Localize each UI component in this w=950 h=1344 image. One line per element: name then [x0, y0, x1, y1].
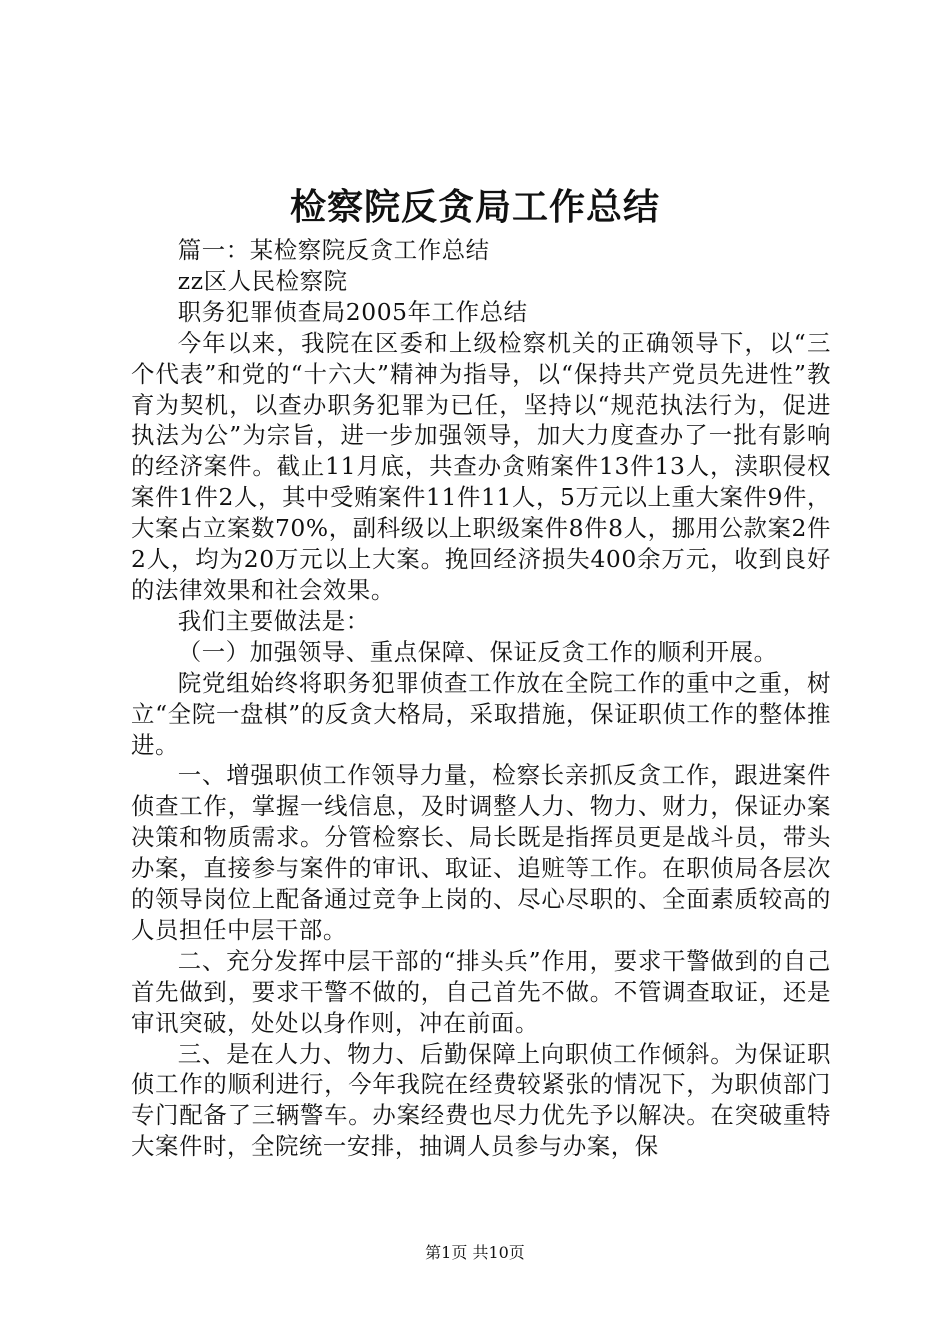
paragraph-report-name: 职务犯罪侦查局2005年工作总结 — [177, 297, 528, 326]
paragraph-point-two: 二、充分发挥中层干部的“排头兵”作用，要求干警做到的自己首先做到，要求干警不做的，自己首先不做。不管调查取证，还是审讯突破，处处以身作则，冲在前面。 — [131, 946, 831, 1037]
paragraph-organization: zz区人民检察院 — [177, 266, 348, 295]
document-title: 检察院反贪局工作总结 — [289, 186, 660, 228]
document-body — [131, 235, 831, 1162]
paragraph-methods-intro: 我们主要做法是： — [177, 606, 370, 635]
page-number-footer: 第1页 共10页 — [425, 1243, 525, 1262]
paragraph-overview: 今年以来，我院在区委和上级检察机关的正确领导下，以“三个代表”和党的“十六大”精神为指导，以“保持共产党员先进性”教育为契机，以查办职务犯罪为已任，坚持以“规范执法行为，促进执法为公”为宗旨，进一步加强领导，加大力度查办了一批有影响的经济案件。截止11月底，共查办贪贿案件13件13人，渎职侵权案件1件2人，其中受贿案件11件11人，5万元以上重大案件9件，大案占立案数70%，副科级以上职级案件8件8人，挪用公款案2件2人，均为20万元以上大案。挽回经济损失400余万元，收到良好的法律效果和社会效果。 — [131, 328, 831, 604]
paragraph-subtitle: 篇一：某检察院反贪工作总结 — [177, 236, 490, 264]
paragraph-point-one: 一、增强职侦工作领导力量，检察长亲抓反贪工作，跟进案件侦查工作，掌握一线信息，及时调整人力、物力、财力，保证办案决策和物质需求。分管检察长、局长既是指挥员更是战斗员，带头办案，直接参与案件的审讯、取证、追赃等工作。在职侦局各层次的领导岗位上配备通过竞争上岗的、尽心尽职的、全面素质较高的人员担任中层干部。 — [131, 761, 831, 944]
paragraph-point-three: 三、是在人力、物力、后勤保障上向职侦工作倾斜。为保证职侦工作的顺利进行，今年我院在经费较紧张的情况下，为职侦部门专门配备了三辆警车。办案经费也尽力优先予以解决。在突破重特大案件时，全院统一安排，抽调人员参与办案，保 — [131, 1039, 831, 1161]
paragraph-party-group: 院党组始终将职务犯罪侦查工作放在全院工作的重中之重，树立“全院一盘棋”的反贪大格局，采取措施，保证职侦工作的整体推进。 — [131, 668, 831, 759]
paragraph-section-heading: （一）加强领导、重点保障、保证反贪工作的顺利开展。 — [177, 637, 778, 666]
